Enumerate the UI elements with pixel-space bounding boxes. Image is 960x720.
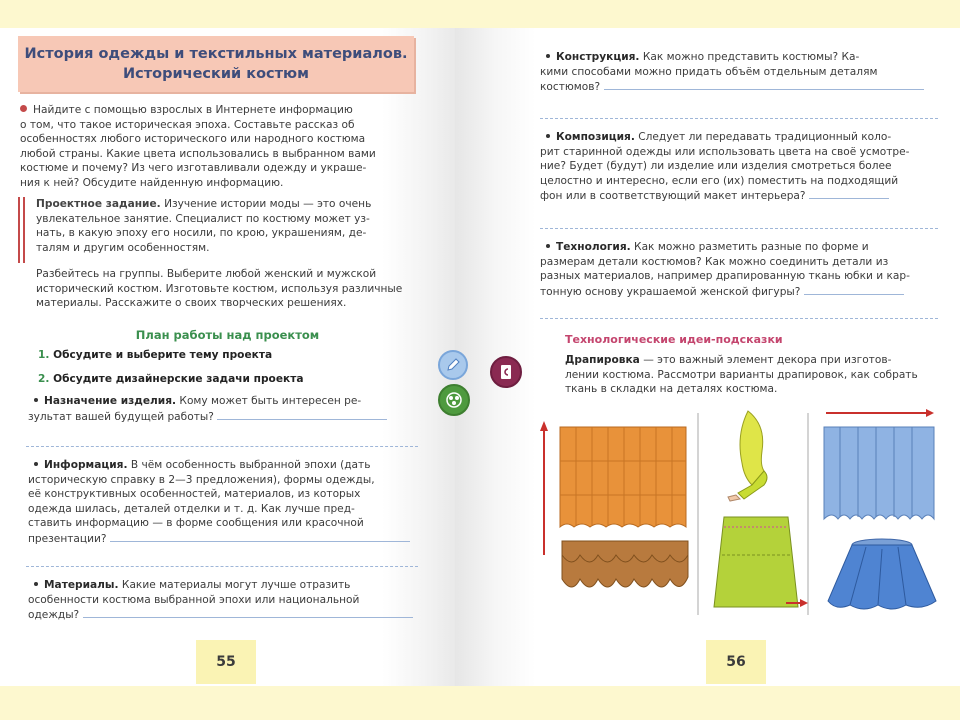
- info-line: В чём особенность выбранной эпохи (дать: [130, 459, 371, 471]
- technology-line: размерам детали костюмов? Как можно соединить детали из: [540, 255, 889, 268]
- composition-line: целостно и интересно, если его (их) поместить на подходящий: [540, 174, 899, 187]
- answer-line[interactable]: [804, 284, 904, 295]
- answer-line[interactable]: [809, 188, 889, 199]
- purpose-line: Кому может быть интересен ре-: [179, 395, 362, 407]
- groups-line: материалы. Расскажите о своих творческих решениях.: [36, 297, 347, 310]
- materials-line: одежды?: [28, 609, 80, 622]
- technology-line: тонную основу украшаемой женской фигуры?: [540, 285, 801, 298]
- purpose-block: [28, 394, 418, 424]
- red-bullet-icon: [20, 105, 27, 112]
- composition-label: Композиция.: [556, 131, 635, 143]
- materials-line: Какие материалы могут лучше отразить: [121, 579, 351, 591]
- ideas-heading: Технологические идеи-подсказки: [565, 333, 783, 346]
- orange-curtain-drape: [540, 421, 688, 587]
- groups-line: Разбейтесь на группы. Выберите любой женский и мужской: [36, 268, 377, 280]
- purpose-line: зультат вашей будущей работы?: [28, 410, 214, 423]
- intro-line: о том, что такое историческая эпоха. Составьте рассказ об: [20, 118, 355, 131]
- composition-line: фон или в соответствующий макет интерьера?: [540, 190, 806, 203]
- construction-line: кими способами можно придать объём отдельным деталям: [540, 65, 878, 78]
- intro-paragraph: [20, 103, 420, 191]
- answer-line[interactable]: [110, 531, 410, 542]
- yellow-green-skirt-drape: [714, 517, 808, 607]
- info-line: одежда шилась, деталей отделки и т. д. Как лучше пред-: [28, 502, 355, 515]
- bullet-icon: [34, 398, 38, 402]
- composition-line: рит старинной одежды или использовать цвета на своё усмотре-: [540, 145, 910, 158]
- red-arrow-icon: [800, 599, 808, 607]
- technology-label: Технология.: [556, 241, 631, 253]
- bullet-icon: [546, 134, 550, 138]
- intro-line: любой страны. Какие цвета использовались в выбранном вами: [20, 147, 376, 160]
- draping-illustrations: [530, 405, 950, 625]
- info-line: историческую справку в 2—3 предложения), формы одежды,: [28, 473, 375, 486]
- answer-line[interactable]: [604, 79, 924, 90]
- construction-line: костюмов?: [540, 81, 601, 94]
- groups-line: исторический костюм. Изготовьте костюм, используя различные: [36, 282, 403, 295]
- yellow-sleeve-drape: [728, 411, 767, 501]
- chapter-title-line1: История одежды и текстильных материалов.: [24, 46, 408, 62]
- plan-step-2-text: Обсудите дизайнерские задачи проекта: [53, 373, 304, 385]
- intro-line: особенностях любого исторического или народного костюма: [20, 133, 366, 146]
- red-arrow-icon: [926, 409, 934, 417]
- composition-line: Следует ли передавать традиционный коло-: [638, 131, 892, 143]
- separator: [26, 566, 418, 567]
- groups-paragraph: [36, 267, 421, 311]
- plan-step-1-text: Обсудите и выберите тему проекта: [53, 349, 273, 361]
- intro-line: ния к ней? Обсудите найденную информацию.: [20, 176, 284, 189]
- bullet-icon: [546, 54, 550, 58]
- blue-pleated-drape: [824, 409, 934, 519]
- plan-step-1: 1. Обсудите и выберите тему проекта: [38, 349, 273, 361]
- intro-line: Найдите с помощью взрослых в Интернете информацию: [33, 104, 353, 116]
- task-line: Изучение истории моды — это очень: [164, 198, 372, 210]
- separator: [26, 446, 418, 447]
- bullet-icon: [546, 244, 550, 248]
- construction-line: Как можно представить костюмы? Ка-: [642, 51, 860, 63]
- separator: [540, 118, 938, 119]
- red-arrow-icon: [540, 421, 548, 431]
- intro-line: костюме и почему? Из чего изготавливали одежду и украше-: [20, 162, 367, 175]
- draping-line: лении костюма. Рассмотри варианты драпировок, как собрать: [565, 368, 918, 381]
- draping-line: — это важный элемент декора при изготов-: [643, 354, 892, 366]
- page-number-right: 56: [706, 640, 766, 684]
- info-block: [28, 458, 420, 547]
- materials-block: [28, 578, 420, 623]
- chapter-title-line2: Исторический костюм: [123, 66, 309, 82]
- task-red-bar: [18, 197, 25, 263]
- eco-globe-icon[interactable]: [438, 384, 470, 416]
- info-line: ставить информацию — в форме сообщения или красочной: [28, 517, 364, 530]
- task-line: нать, в какую эпоху его носили, по крою, украшениям, де-: [36, 227, 367, 240]
- draping-line: ткань в складки на деталях костюма.: [565, 383, 778, 396]
- page-number-left: 55: [196, 640, 256, 684]
- edit-pencil-icon[interactable]: [438, 350, 468, 380]
- task-line: увлекательное занятие. Специалист по костюму может уз-: [36, 212, 370, 225]
- construction-block: [540, 50, 940, 95]
- materials-label: Материалы.: [44, 579, 119, 591]
- separator: [540, 318, 938, 319]
- project-task: [36, 197, 416, 255]
- technology-block: [540, 240, 940, 299]
- document-c-icon[interactable]: [490, 356, 522, 388]
- composition-line: ние? Будет (будут) ли изделие или изделия смотреться более: [540, 160, 892, 173]
- technology-line: разных материалов, например драпированную ткань юбки и кар-: [540, 270, 910, 283]
- separator: [540, 228, 938, 229]
- construction-label: Конструкция.: [556, 51, 640, 63]
- info-label: Информация.: [44, 459, 128, 471]
- composition-block: [540, 130, 940, 204]
- bullet-icon: [34, 462, 38, 466]
- info-line: презентации?: [28, 532, 107, 545]
- blue-pleated-skirt: [828, 539, 936, 609]
- purpose-label: Назначение изделия.: [44, 395, 177, 407]
- plan-heading: План работы над проектом: [135, 328, 320, 342]
- technology-line: Как можно разметить разные по форме и: [634, 241, 869, 253]
- bullet-icon: [34, 582, 38, 586]
- chapter-title-box: [18, 36, 414, 92]
- info-line: её конструктивных особенностей, материалов, из которых: [28, 488, 361, 501]
- task-label: Проектное задание.: [36, 198, 161, 210]
- answer-line[interactable]: [217, 409, 387, 420]
- draping-label: Драпировка: [565, 354, 640, 366]
- materials-line: особенности костюма выбранной эпохи или национальной: [28, 593, 360, 606]
- answer-line[interactable]: [83, 607, 413, 618]
- plan-step-2: 2. Обсудите дизайнерские задачи проекта: [38, 373, 304, 385]
- task-line: талям и другим особенностям.: [36, 241, 210, 254]
- draping-block: [565, 353, 945, 397]
